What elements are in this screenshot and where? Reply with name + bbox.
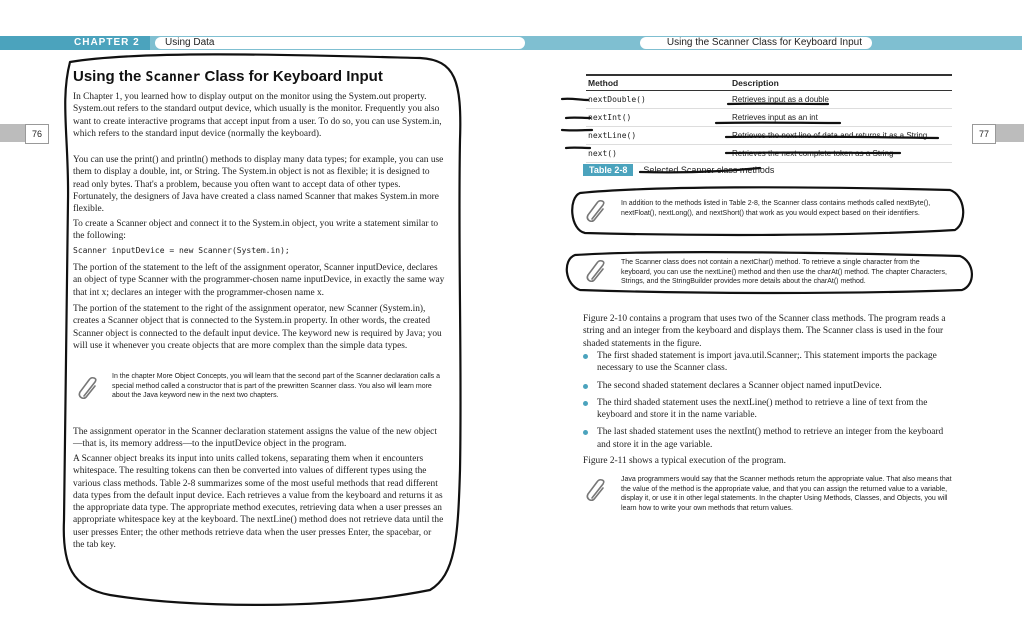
section-title: Using the Scanner Class for Keyboard Input bbox=[73, 68, 383, 85]
note-3: The Scanner class does not contain a nextChar() method. To retrieve a single character from the keyboard, you can use the nextLine() method and then use the charAt() method. The chapter Characters, Strings, and the StringBuilder provides more details about the charAt() method. bbox=[621, 259, 947, 285]
paperclip-icon bbox=[76, 376, 102, 402]
paragraph-7: A Scanner object breaks its input into units called tokens, separating them when it encounters whitespace. The resulting tokens can then be converted into values of different types using the various class methods. Table 2-8 summarizes some of the most useful methods that read different data types from the default input device. Each retrieves a value from the keyboard and returns it as the appropriate data type. The appropriate method executes, retrieving data when a user presses an appropriate whitespace key at the keyboard. The nextLine() method does not retrieve data until the user presses Enter; the other methods retrieve data when the user presses Enter, the spacebar, or the tab key. bbox=[73, 454, 444, 551]
paragraph-1: In Chapter 1, you learned how to display output on the monitor using the System.out property. System.out refers to the standard output device, which usually is the monitor. Frequently you also want to create interactive programs that accept input from a user. To do so, you can use System.in, which refers to the standard input device (normally the keyboard). bbox=[73, 92, 442, 139]
description-cell: Retrieves the next line of data and returns it as a String bbox=[730, 127, 952, 145]
right-margin-bar bbox=[996, 124, 1024, 142]
paragraph-4: The portion of the statement to the left of the assignment operator, Scanner inputDevice, declares an object of type Scanner with the programmer-chosen name inputDevice, in exactly the same way that int x; declares an integer with the programmer-chosen name x. bbox=[73, 263, 445, 298]
code-line: Scanner inputDevice = new Scanner(System.in); bbox=[73, 246, 290, 255]
table-header-row bbox=[586, 75, 952, 91]
note-1: In the chapter More Object Concepts, you will learn that the second part of the Scanner declaration calls a special method called a constructor that is part of the prewritten Scanner class. You also will learn more about the Java keyword new in the next two chapters. bbox=[112, 373, 441, 399]
table-caption-badge: Table 2-8 bbox=[583, 164, 633, 176]
description-cell: Retrieves input as a double bbox=[730, 91, 952, 109]
list-item: The last shaded statement uses the nextInt() method to retrieve an integer from the keyboard and store it in the age variable. bbox=[583, 426, 955, 451]
paragraph-3: To create a Scanner object and connect it to the System.in object, you write a statement similar to the following: bbox=[73, 219, 439, 242]
paragraph-r2: Figure 2-11 shows a typical execution of the program. bbox=[583, 456, 786, 466]
paperclip-icon bbox=[584, 199, 610, 225]
list-item: The first shaded statement is import java.util.Scanner;. This statement imports the package necessary to use the Scanner class. bbox=[583, 350, 955, 375]
list-item: The third shaded statement uses the nextLine() method to retrieve a line of text from the keyboard and store it in the name variable. bbox=[583, 397, 955, 422]
paperclip-icon bbox=[584, 478, 610, 504]
table-caption-text: Selected Scanner class methods bbox=[643, 165, 775, 175]
paragraph-6: The assignment operator in the Scanner declaration statement assigns the value of the new object—that is, its memory address—to the inputDevice object in the program. bbox=[73, 427, 437, 450]
table-row bbox=[586, 109, 952, 127]
table-row bbox=[586, 127, 952, 145]
right-page-number: 77 bbox=[972, 124, 996, 144]
paperclip-icon bbox=[584, 259, 610, 285]
table-row bbox=[586, 91, 952, 109]
note-2: In addition to the methods listed in Table 2-8, the Scanner class contains methods called nextByte(), nextFloat(), nextLong(), and nextShort() that work as you would expect based on their identifiers. bbox=[621, 200, 931, 217]
bullet-list bbox=[583, 350, 955, 456]
left-page-number: 76 bbox=[25, 124, 49, 144]
right-running-title: Using the Scanner Class for Keyboard Input bbox=[640, 37, 872, 49]
note-4: Java programmers would say that the Scanner methods return the appropriate value. That also means that the value of the method is the appropriate value, and that you can assign the returned value to a variable, display it, or use it in other legal statements. In the chapter Using Methods, Classes, and Objects, you will learn how to write your own methods that return values. bbox=[621, 476, 952, 512]
paragraph-r1: Figure 2-10 contains a program that uses two of the Scanner class methods. The program reads a string and an integer from the keyboard and displays them. The Scanner class is used in the four shaded statements in the figure. bbox=[583, 314, 946, 349]
table-header-description: Description bbox=[730, 75, 952, 91]
chapter-label: CHAPTER 2 bbox=[74, 37, 140, 48]
method-cell: nextInt() bbox=[586, 109, 730, 127]
description-cell: Retrieves the next complete token as a String bbox=[730, 145, 952, 163]
paragraph-2: You can use the print() and println() methods to display many data types; for example, you can use them to display a double, int, or String. The System.in object is not as flexible; it is designed to read only bytes. That's a problem, because you often want to accept data of other types. Fortunately, the designers of Java have created a class named Scanner that makes System.in more flexible. bbox=[73, 155, 444, 215]
method-cell: next() bbox=[586, 145, 730, 163]
method-cell: nextLine() bbox=[586, 127, 730, 145]
description-cell: Retrieves input as an int bbox=[730, 109, 952, 127]
method-cell: nextDouble() bbox=[586, 91, 730, 109]
paragraph-5: The portion of the statement to the right of the assignment operator, new Scanner (System.in), creates a Scanner object that is connected to the System.in property. In other words, the created Scanner object is connected to the default input device. The keyword new is required by Java; you will use it whenever you create objects that are more complex than the simple data types. bbox=[73, 304, 442, 351]
table-header-method: Method bbox=[586, 75, 730, 91]
list-item: The second shaded statement declares a Scanner object named inputDevice. bbox=[583, 380, 955, 392]
left-margin-bar bbox=[0, 124, 26, 142]
methods-table bbox=[586, 74, 952, 163]
table-caption bbox=[583, 160, 774, 178]
left-running-title: Using Data bbox=[155, 37, 525, 49]
